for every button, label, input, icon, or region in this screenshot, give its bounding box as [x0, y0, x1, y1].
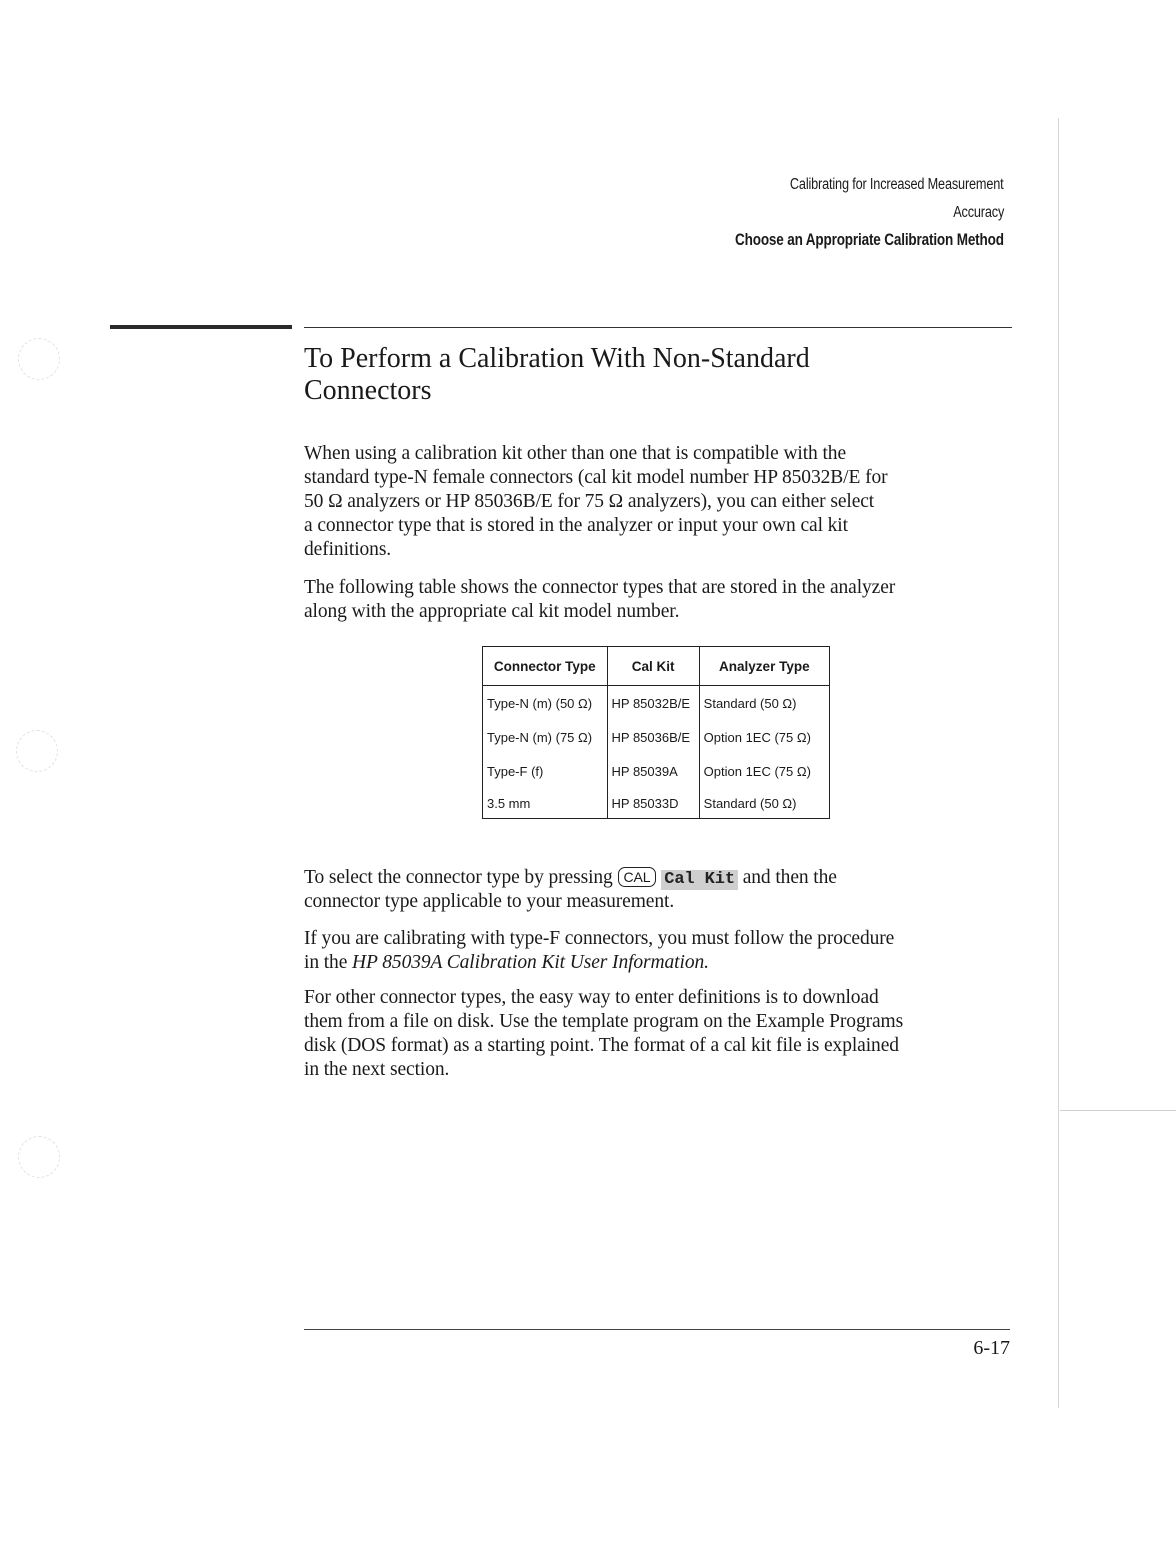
section-title-line: To Perform a Calibration With Non-Standard — [304, 343, 810, 374]
text-line — [304, 951, 1016, 975]
section-rule-thin — [304, 327, 1012, 328]
table-cell: HP 85033D — [607, 788, 699, 818]
punch-hole-mark — [16, 730, 58, 772]
table-cell: Type-N (m) (50 Ω) — [483, 686, 607, 721]
running-header-section: Choose an Appropriate Calibration Method — [735, 231, 1004, 249]
table-cell: Standard (50 Ω) — [703, 695, 797, 711]
text-line: disk (DOS format) as a starting point. The format of a cal kit file is explained — [304, 1035, 899, 1056]
page-number: 6-17 — [973, 1337, 1010, 1359]
table-header-row — [483, 647, 829, 686]
running-header-chapter: Calibrating for Increased Measurement — [790, 176, 1004, 193]
cal-hardkey: CAL — [618, 867, 657, 887]
table-cell: 3.5 mm — [483, 788, 607, 818]
text-span: in the — [304, 952, 348, 973]
section-rule-thick — [110, 325, 292, 329]
footer-rule — [304, 1329, 1010, 1330]
section-title — [304, 343, 1004, 407]
select-instructions-paragraph — [304, 866, 1016, 914]
text-line: definitions. — [304, 539, 392, 560]
running-header-chapter-cont: Accuracy — [953, 204, 1004, 221]
text-line: them from a file on disk. Use the template program on the Example Programs — [304, 1011, 904, 1032]
table-intro-paragraph — [304, 576, 1016, 624]
table-cell: Option 1EC (75 Ω) — [703, 729, 811, 745]
table-cell: HP 85036B/E — [607, 720, 699, 754]
text-line — [304, 866, 1016, 890]
scan-side-line — [1060, 1110, 1176, 1111]
table-row — [483, 788, 829, 818]
table-cell: Standard (50 Ω) — [703, 795, 797, 811]
download-definitions-paragraph — [304, 986, 1016, 1082]
text-line: connector type applicable to your measurement. — [304, 891, 675, 912]
table-cell: Type-N (m) (75 Ω) — [483, 720, 607, 754]
intro-paragraph — [304, 442, 1016, 562]
text-line: 50 Ω analyzers or HP 85036B/E for 75 Ω analyzers), you can either select — [304, 491, 875, 512]
cal-kit-softkey: Cal Kit — [661, 870, 738, 890]
punch-hole-mark — [18, 1136, 60, 1178]
table-cell: HP 85039A — [607, 754, 699, 788]
text-line: in the next section. — [304, 1059, 450, 1080]
manual-reference: HP 85039A Calibration Kit User Information. — [352, 952, 709, 973]
text-line: If you are calibrating with type-F connectors, you must follow the procedure — [304, 928, 895, 949]
table-row — [483, 720, 829, 754]
text-line: When using a calibration kit other than one that is compatible with the — [304, 443, 847, 464]
punch-hole-mark — [18, 338, 60, 380]
table-row — [483, 754, 829, 788]
text-span: and then the — [742, 867, 837, 888]
column-header: Connector Type — [483, 647, 607, 686]
text-line: For other connector types, the easy way to enter definitions is to download — [304, 987, 879, 1008]
connector-table — [482, 646, 830, 819]
table-row — [483, 686, 829, 721]
column-header: Cal Kit — [607, 647, 699, 686]
section-title-line: Connectors — [304, 375, 432, 406]
text-line: standard type-N female connectors (cal kit model number HP 85032B/E for — [304, 467, 888, 488]
table-cell: Type-F (f) — [483, 754, 607, 788]
text-line: The following table shows the connector types that are stored in the analyzer — [304, 577, 896, 598]
table-cell: HP 85032B/E — [607, 686, 699, 721]
text-line: along with the appropriate cal kit model number. — [304, 601, 680, 622]
text-line: a connector type that is stored in the analyzer or input your own cal kit — [304, 515, 848, 536]
scan-edge-line — [1058, 118, 1059, 1408]
type-f-paragraph — [304, 927, 1016, 975]
table-cell: Option 1EC (75 Ω) — [703, 763, 811, 779]
column-header: Analyzer Type — [699, 647, 829, 686]
text-span: To select the connector type by pressing — [304, 867, 613, 888]
